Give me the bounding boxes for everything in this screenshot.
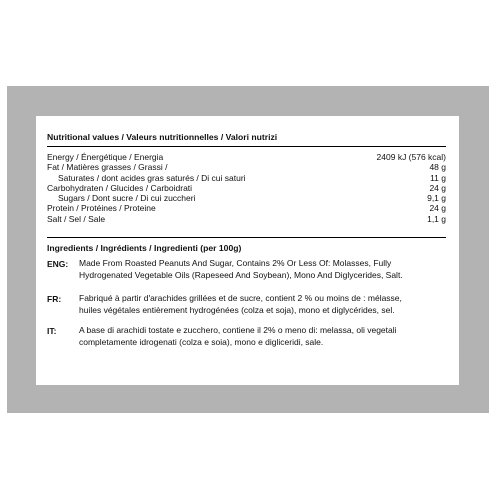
nutrient-label: Carbohydraten / Glucides / Carboidrati [47,182,193,193]
nutrition-title: Nutritional values / Valeurs nutritionnelles / Valori nutrizi [47,132,278,142]
text-line: Made From Roasted Peanuts And Sugar, Contains 2% Or Less Of: Molasses, Fully [79,258,392,268]
ingredients-title: Ingredients / Ingrédients / Ingredienti (per 100g) [47,243,242,253]
divider [47,237,446,238]
text-line: Hydrogenated Vegetable Oils (Rapeseed And Soybean), Mono And Diglycerides, Salt. [79,270,403,280]
text-line: huiles végétales entièrement hydrogénées (colza et soja), mono et diglycérides, sel. [79,305,395,315]
nutrition-row-carbohydrates [47,183,446,193]
ingredients-text-fr [79,292,402,316]
nutrient-value: 2409 kJ (576 kcal) [376,152,446,162]
ingredients-lang-eng: ENG: [47,259,69,269]
nutrition-row-sugars [47,193,446,203]
nutrient-label: Sugars / Dont sucre / Di cui zuccheri [58,193,196,204]
nutrition-row-energy [47,152,446,162]
nutrition-table [47,152,446,224]
nutrient-value: 11 g [430,172,446,183]
text-line: Fabriqué à partir d'arachides grillées et de sucre, contient 2 % ou moins de : mélasse, [79,293,402,303]
text-line: completamente idrogenati (colza e soia), mono e digliceridi, sale. [79,337,324,347]
divider [47,146,446,147]
nutrient-label: Energy / Énergétique / Energia [47,152,164,162]
nutrition-row-fat [47,162,446,172]
nutrient-value: 24 g [429,182,446,193]
ingredients-lang-it: IT: [47,326,57,336]
nutrient-value: 48 g [429,162,446,173]
nutrition-row-saturates [47,173,446,183]
nutrient-label: Protein / Protéines / Proteine [47,203,156,214]
nutrient-value: 9,1 g [427,193,446,204]
text-line: A base di arachidi tostate e zucchero, contiene il 2% o meno di: melassa, oli vegetali [79,325,397,335]
ingredients-text-eng [79,257,403,281]
nutrient-label: Saturates / dont acides gras saturés / Di cui saturi [58,172,246,183]
nutrition-row-protein [47,203,446,213]
nutrient-value: 1,1 g [427,213,446,224]
nutrition-row-salt [47,214,446,224]
nutrient-value: 24 g [429,203,446,214]
ingredients-text-it [79,324,397,348]
label-card [36,116,459,385]
nutrient-label: Fat / Matières grasses / Grassi / [47,162,168,173]
ingredients-lang-fr: FR: [47,294,62,304]
nutrient-label: Salt / Sel / Sale [47,213,106,224]
